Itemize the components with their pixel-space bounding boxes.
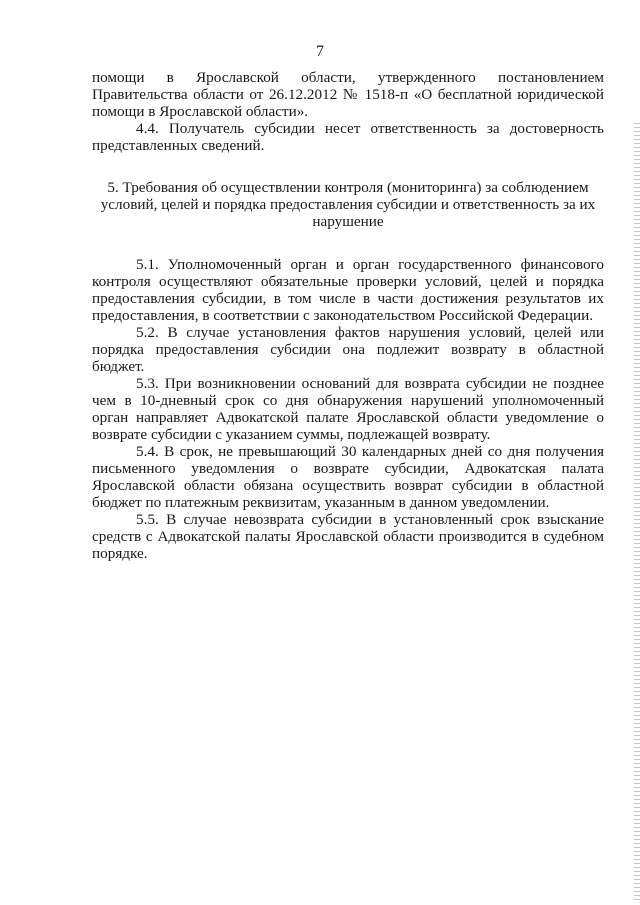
section-heading-line: 5. Требования об осуществлении контроля (мониторинга) за соблюдением bbox=[107, 179, 589, 196]
scan-edge-artifact bbox=[634, 120, 640, 900]
document-body bbox=[92, 69, 604, 562]
paragraph-5-1: 5.1. Уполномоченный орган и орган государственного финансового контроля осуществляют обязательные проверки условий, целей и порядка предоставления субсидии, в том числе в части достижения результатов их предоставления, в соответствии с законодательством Российской Федерации. bbox=[92, 256, 604, 324]
section-heading-line: нарушение bbox=[312, 213, 384, 230]
page-number: 7 bbox=[316, 43, 324, 60]
paragraph-4-4: 4.4. Получатель субсидии несет ответственность за достоверность представленных сведений. bbox=[92, 120, 604, 154]
section-heading-line: условий, целей и порядка предоставления субсидии и ответственность за их bbox=[100, 196, 596, 213]
section-5-heading bbox=[92, 179, 604, 230]
paragraph-5-4: 5.4. В срок, не превышающий 30 календарных дней со дня получения письменного уведомления о возврате субсидии, Адвокатская палата Ярославской области обязана осуществить возврат субсидии в областной бюджет по платежным реквизитам, указанным в данном уведомлении. bbox=[92, 443, 604, 511]
paragraph-continuation: помощи в Ярославской области, утвержденного постановлением Правительства области от 26.12.2012 № 1518-п «О бесплатной юридической помощи в Ярославской области». bbox=[92, 69, 604, 120]
paragraph-5-3: 5.3. При возникновении оснований для возврата субсидии не позднее чем в 10-дневный срок со дня обнаружения нарушений уполномоченный орган направляет Адвокатской палате Ярославской области уведомление о возврате субсидии с указанием суммы, подлежащей возврату. bbox=[92, 375, 604, 443]
paragraph-5-2: 5.2. В случае установления фактов нарушения условий, целей или порядка предоставления субсидии она подлежит возврату в областной бюджет. bbox=[92, 324, 604, 375]
paragraph-5-5: 5.5. В случае невозврата субсидии в установленный срок взыскание средств с Адвокатской палаты Ярославской области производится в судебном порядке. bbox=[92, 511, 604, 562]
